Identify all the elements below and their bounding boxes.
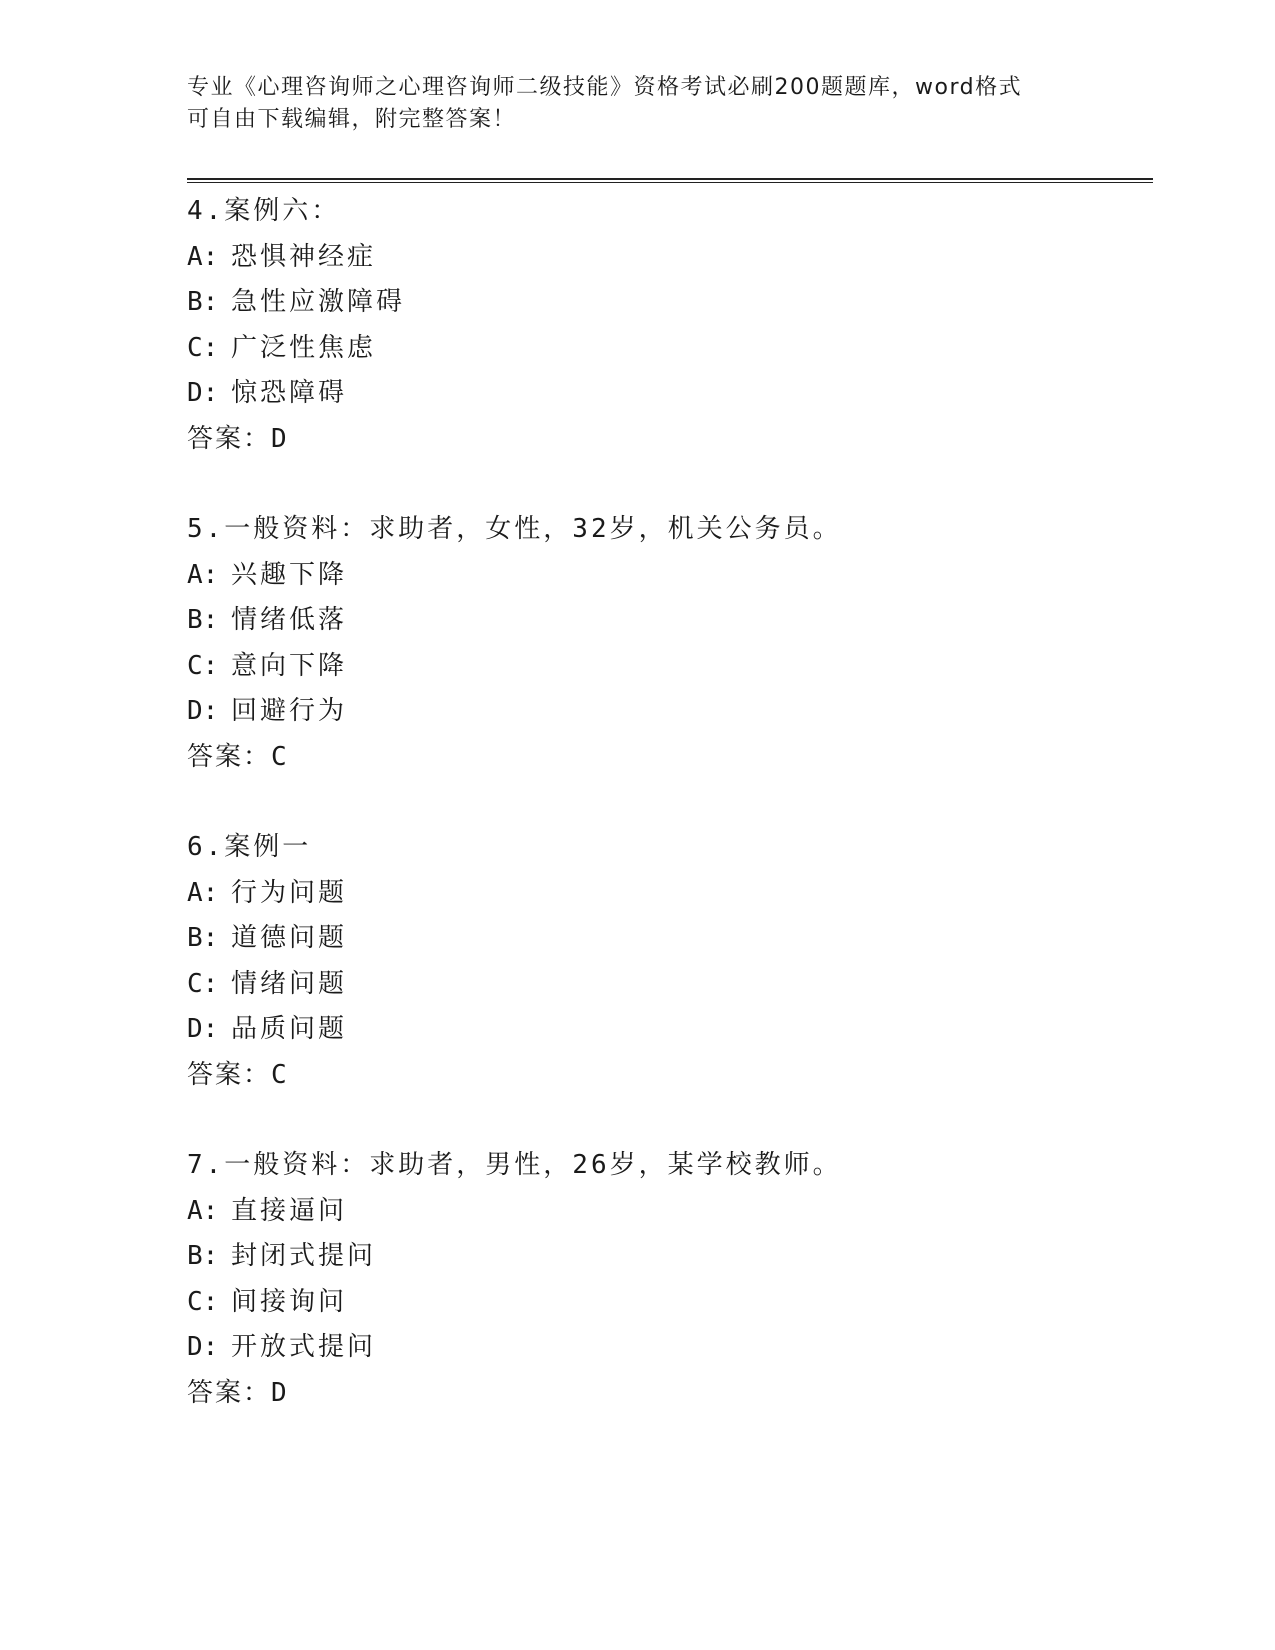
option-d [187, 689, 1147, 735]
option-c [187, 962, 1147, 1008]
option-d [187, 371, 1147, 417]
option-letter: A: [187, 559, 219, 590]
option-b [187, 1234, 1147, 1280]
option-letter: C: [187, 1286, 219, 1317]
answer-value: D [271, 1377, 290, 1408]
question-title: 4.案例六： [187, 196, 341, 226]
option-text: 兴趣下降 [231, 559, 348, 590]
option-text: 开放式提问 [231, 1332, 377, 1362]
option-letter: C: [187, 968, 219, 999]
header-line-1: 专业《心理咨询师之心理咨询师二级技能》资格考试必刷200题题库，word格式 [187, 75, 1023, 100]
option-text: 意向下降 [231, 650, 348, 681]
question-6 [187, 825, 1147, 1098]
option-letter: D: [187, 378, 219, 408]
option-c [187, 644, 1147, 690]
option-text: 情绪低落 [231, 605, 348, 635]
option-b [187, 916, 1147, 962]
option-text: 间接询问 [231, 1286, 348, 1317]
answer-line [187, 735, 1147, 781]
answer-value: C [271, 1059, 290, 1090]
option-b [187, 280, 1147, 326]
option-text: 直接逼问 [231, 1195, 348, 1226]
option-letter: B: [187, 1241, 219, 1271]
option-c [187, 1280, 1147, 1326]
document-header [187, 72, 1087, 136]
option-text: 恐惧神经症 [231, 241, 377, 272]
option-text: 急性应激障碍 [231, 287, 406, 317]
option-a [187, 553, 1147, 599]
question-title: 6.案例一 [187, 832, 312, 862]
answer-value: C [271, 741, 290, 772]
option-text: 封闭式提问 [231, 1241, 377, 1271]
answer-value: D [271, 423, 290, 454]
answer-line [187, 417, 1147, 463]
option-letter: A: [187, 877, 219, 908]
option-letter: D: [187, 1014, 219, 1044]
option-letter: C: [187, 650, 219, 681]
option-d [187, 1007, 1147, 1053]
answer-line [187, 1053, 1147, 1099]
option-letter: C: [187, 332, 219, 363]
question-4 [187, 189, 1147, 462]
question-7 [187, 1143, 1147, 1416]
option-text: 广泛性焦虑 [231, 332, 377, 363]
header-divider [187, 178, 1153, 183]
question-list [187, 189, 1147, 1461]
option-d [187, 1325, 1147, 1371]
question-5 [187, 507, 1147, 780]
option-text: 情绪问题 [231, 968, 348, 999]
option-letter: A: [187, 241, 219, 272]
option-letter: B: [187, 287, 219, 317]
answer-label: 答案： [187, 741, 272, 772]
answer-label: 答案： [187, 1377, 272, 1408]
option-letter: D: [187, 1332, 219, 1362]
answer-line [187, 1371, 1147, 1417]
option-c [187, 326, 1147, 372]
header-line-2: 可自由下载编辑，附完整答案！ [187, 107, 517, 132]
option-text: 行为问题 [231, 877, 348, 908]
option-text: 道德问题 [231, 923, 348, 953]
question-title: 5.一般资料：求助者，女性，32岁，机关公务员。 [187, 514, 842, 544]
option-a [187, 1189, 1147, 1235]
option-b [187, 598, 1147, 644]
option-text: 惊恐障碍 [231, 378, 348, 408]
option-letter: B: [187, 605, 219, 635]
option-a [187, 235, 1147, 281]
option-text: 品质问题 [231, 1014, 348, 1044]
answer-label: 答案： [187, 1059, 272, 1090]
option-letter: B: [187, 923, 219, 953]
answer-label: 答案： [187, 423, 272, 454]
question-title: 7.一般资料：求助者，男性，26岁，某学校教师。 [187, 1150, 842, 1180]
option-letter: D: [187, 696, 219, 726]
option-letter: A: [187, 1195, 219, 1226]
option-a [187, 871, 1147, 917]
option-text: 回避行为 [231, 696, 348, 726]
